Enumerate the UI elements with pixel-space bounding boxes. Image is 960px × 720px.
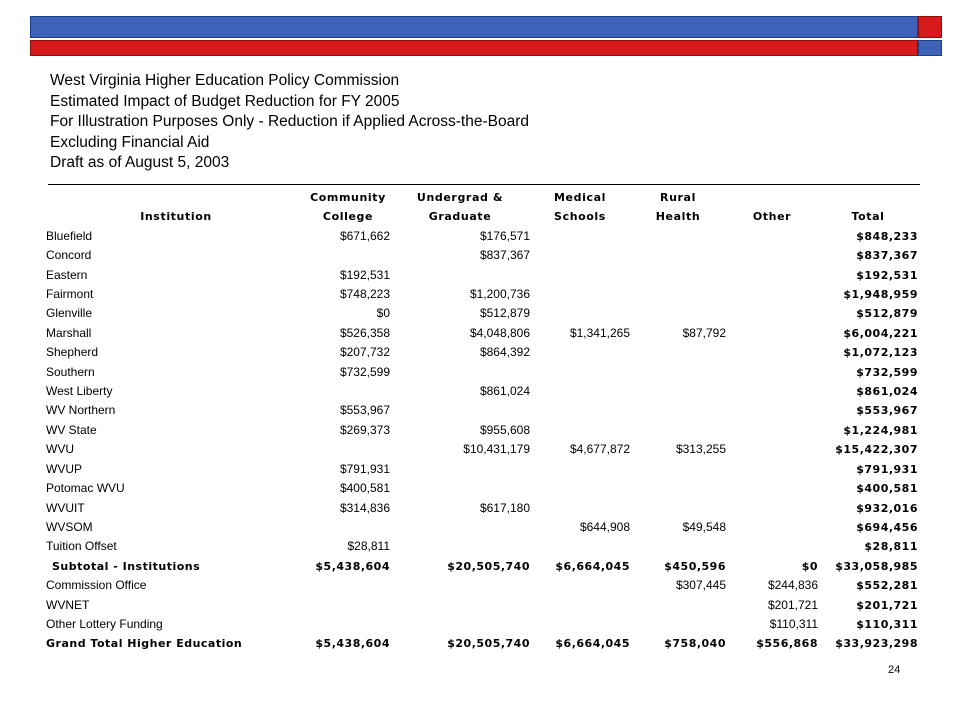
title-line-org: West Virginia Higher Education Policy Commission [50, 72, 400, 89]
cell-medical-schools: $644,908 [579, 519, 630, 534]
cell-total: $837,367 [856, 249, 918, 263]
cell-rural-health [630, 401, 726, 420]
row-label: West Liberty [46, 384, 113, 399]
cell-total: $1,224,981 [843, 423, 918, 437]
row-label: Subtotal - Institutions [52, 559, 201, 573]
row-label: Shepherd [46, 345, 99, 360]
header-row-top [46, 188, 918, 207]
cell-rural-health: $758,040 [664, 637, 726, 651]
cell-community-college: $732,599 [339, 364, 390, 379]
cell-medical-schools [530, 499, 630, 518]
table-row [46, 401, 918, 420]
cell-medical-schools: $1,341,265 [569, 325, 630, 340]
row-label: WV Northern [46, 403, 116, 418]
cell-community-college: $791,931 [339, 461, 390, 476]
row-label: Bluefield [46, 228, 93, 243]
cell-medical-schools [530, 246, 630, 265]
cell-other [726, 537, 818, 556]
cell-medical-schools [530, 382, 630, 401]
cell-total: $732,599 [856, 365, 918, 379]
cell-medical-schools [530, 596, 630, 615]
table-row [46, 246, 918, 265]
row-label: WVUIT [46, 500, 85, 515]
cell-undergrad-graduate: $1,200,736 [469, 287, 530, 302]
cell-rural-health [630, 266, 726, 285]
cell-community-college: $400,581 [339, 481, 390, 496]
cell-other [726, 343, 818, 362]
row-label: WVU [46, 442, 74, 457]
cell-other [726, 479, 818, 498]
row-label: WVUP [46, 461, 82, 476]
title-divider [48, 184, 920, 185]
cell-total: $512,879 [856, 307, 918, 321]
cell-community-college: $748,223 [339, 287, 390, 302]
cell-undergrad-graduate: $864,392 [479, 345, 530, 360]
cell-rural-health [630, 304, 726, 323]
cell-community-college [306, 615, 390, 634]
cell-rural-health: $450,596 [664, 559, 726, 573]
cell-medical-schools [530, 460, 630, 479]
table-row [46, 382, 918, 401]
cell-rural-health [630, 421, 726, 440]
col-header-undergrad-graduate-bottom: Graduate [428, 210, 492, 224]
col-header-community-college-bottom: College [322, 210, 374, 224]
row-label: Other Lottery Funding [46, 616, 163, 631]
title-line-draft-date: Draft as of August 5, 2003 [50, 154, 230, 171]
cell-rural-health: $307,445 [675, 578, 726, 593]
cell-rural-health [630, 596, 726, 615]
cell-undergrad-graduate [390, 460, 530, 479]
cell-undergrad-graduate: $10,431,179 [463, 442, 530, 457]
col-header-undergrad-graduate-top: Undergrad & [416, 191, 504, 204]
title-line-exclusion: Excluding Financial Aid [50, 133, 210, 151]
cell-other [726, 382, 818, 401]
cell-total: $192,531 [856, 268, 918, 282]
cell-total: $932,016 [856, 501, 918, 515]
cell-total: $552,281 [856, 579, 918, 593]
cell-undergrad-graduate [390, 266, 530, 285]
cell-total: $861,024 [856, 385, 918, 399]
cell-medical-schools [530, 615, 630, 634]
cell-total: $400,581 [856, 482, 918, 496]
col-header-rural-health-bottom: Health [655, 210, 701, 224]
cell-undergrad-graduate: $20,505,740 [447, 559, 530, 573]
cell-undergrad-graduate [390, 363, 530, 382]
cell-rural-health: $49,548 [682, 519, 726, 534]
cell-community-college: $0 [376, 306, 390, 321]
cell-community-college: $671,662 [339, 228, 390, 243]
cell-rural-health [630, 499, 726, 518]
table-row [46, 285, 918, 304]
table-row [46, 421, 918, 440]
cell-undergrad-graduate [390, 615, 530, 634]
cell-other: $244,836 [767, 578, 818, 593]
cell-medical-schools: $6,664,045 [555, 559, 630, 573]
row-label: Commission Office [46, 578, 147, 593]
cell-other [726, 246, 818, 265]
cell-rural-health [630, 227, 726, 246]
slide-number: 24 [888, 664, 901, 676]
cell-undergrad-graduate [390, 537, 530, 556]
cell-total: $33,923,298 [835, 637, 918, 651]
row-label: Fairmont [46, 287, 94, 302]
table-row [46, 343, 918, 362]
cell-community-college [306, 596, 390, 615]
cell-other [726, 518, 818, 537]
title-line-impact: Estimated Impact of Budget Reduction for FY 2005 [50, 92, 400, 110]
cell-medical-schools [530, 401, 630, 420]
cell-undergrad-graduate: $617,180 [479, 500, 530, 515]
budget-table [46, 188, 918, 654]
cell-medical-schools [530, 363, 630, 382]
table-row [46, 460, 918, 479]
header-red-square [918, 16, 942, 38]
cell-rural-health: $87,792 [682, 325, 726, 340]
col-header-total-bottom: Total [851, 210, 885, 224]
cell-rural-health [630, 285, 726, 304]
cell-medical-schools: $4,677,872 [569, 442, 630, 457]
cell-rural-health [630, 363, 726, 382]
col-header-rural-health-top: Rural [660, 191, 696, 204]
table-row [46, 324, 918, 343]
table-row [46, 499, 918, 518]
cell-undergrad-graduate [390, 479, 530, 498]
cell-total: $1,072,123 [843, 346, 918, 360]
cell-total: $791,931 [856, 462, 918, 476]
cell-community-college: $5,438,604 [315, 637, 390, 651]
header-row-bottom [46, 207, 918, 226]
cell-community-college: $269,373 [339, 422, 390, 437]
cell-medical-schools [530, 537, 630, 556]
cell-community-college: $314,836 [339, 500, 390, 515]
table-row [46, 363, 918, 382]
cell-community-college: $207,732 [339, 345, 390, 360]
header-blue-square [918, 40, 942, 56]
col-header-other-top [726, 188, 818, 207]
col-header-community-college-top: Community [310, 191, 386, 204]
row-label: Tuition Offset [46, 539, 117, 554]
cell-total: $1,948,959 [843, 288, 918, 302]
cell-other: $110,311 [769, 616, 818, 631]
cell-other [726, 324, 818, 343]
cell-rural-health [630, 479, 726, 498]
cell-undergrad-graduate: $20,505,740 [447, 637, 530, 651]
cell-community-college: $553,967 [339, 403, 390, 418]
cell-community-college [306, 382, 390, 401]
cell-rural-health [630, 615, 726, 634]
col-header-institution-top [46, 188, 306, 207]
col-header-total-top [818, 188, 918, 207]
cell-total: $28,811 [864, 540, 918, 554]
table-row [46, 266, 918, 285]
cell-medical-schools [530, 576, 630, 595]
cell-community-college: $28,811 [347, 539, 390, 554]
cell-rural-health [630, 246, 726, 265]
cell-rural-health [630, 537, 726, 556]
cell-rural-health [630, 343, 726, 362]
cell-undergrad-graduate [390, 518, 530, 537]
cell-rural-health [630, 382, 726, 401]
title-block [50, 71, 529, 174]
cell-community-college [306, 246, 390, 265]
cell-other: $0 [801, 559, 818, 573]
cell-undergrad-graduate [390, 401, 530, 420]
row-label: Grand Total Higher Education [46, 637, 243, 651]
cell-total: $33,058,985 [835, 559, 918, 573]
cell-undergrad-graduate: $837,367 [479, 248, 530, 263]
table-row [46, 479, 918, 498]
table-row [46, 518, 918, 537]
cell-other [726, 440, 818, 459]
col-header-other-bottom: Other [752, 210, 792, 224]
row-label: Potomac WVU [46, 481, 125, 496]
col-header-medical-schools-bottom: Schools [554, 210, 606, 224]
cell-undergrad-graduate: $861,024 [479, 384, 530, 399]
cell-community-college: $192,531 [339, 267, 390, 282]
row-label: Glenville [46, 306, 93, 321]
cell-other [726, 421, 818, 440]
cell-other [726, 266, 818, 285]
cell-rural-health [630, 460, 726, 479]
title-line-illustration: For Illustration Purposes Only - Reduction if Applied Across-the-Board [50, 113, 530, 130]
cell-rural-health: $313,255 [675, 442, 726, 457]
cell-other [726, 363, 818, 382]
cell-undergrad-graduate: $4,048,806 [469, 325, 530, 340]
cell-medical-schools [530, 479, 630, 498]
cell-undergrad-graduate: $512,879 [479, 306, 530, 321]
cell-community-college [306, 576, 390, 595]
cell-total: $553,967 [856, 404, 918, 418]
cell-other [726, 401, 818, 420]
col-header-institution-bottom: Institution [140, 210, 212, 224]
cell-medical-schools [530, 421, 630, 440]
col-header-medical-schools-top: Medical [554, 191, 606, 204]
table-row [46, 576, 918, 595]
cell-medical-schools [530, 266, 630, 285]
cell-community-college [306, 518, 390, 537]
header-blue-bar [30, 16, 918, 38]
table-row [46, 440, 918, 459]
cell-total: $694,456 [856, 520, 918, 534]
cell-undergrad-graduate: $955,608 [479, 422, 530, 437]
header-red-bar [30, 40, 918, 56]
row-label: WVNET [46, 597, 90, 612]
cell-community-college: $526,358 [339, 325, 390, 340]
table-row [46, 634, 918, 653]
cell-undergrad-graduate [390, 596, 530, 615]
cell-other [726, 227, 818, 246]
cell-total: $848,233 [856, 229, 918, 243]
cell-other: $556,868 [756, 637, 818, 651]
cell-total: $110,311 [856, 617, 918, 631]
table-row [46, 304, 918, 323]
cell-other [726, 285, 818, 304]
table-row [46, 596, 918, 615]
cell-medical-schools [530, 304, 630, 323]
row-label: Eastern [46, 267, 88, 282]
cell-other [726, 499, 818, 518]
cell-other [726, 460, 818, 479]
cell-medical-schools [530, 227, 630, 246]
cell-undergrad-graduate: $176,571 [479, 228, 530, 243]
table-row [46, 615, 918, 634]
cell-other: $201,721 [767, 597, 818, 612]
row-label: Concord [46, 248, 92, 263]
row-label: WVSOM [46, 519, 93, 534]
cell-medical-schools [530, 343, 630, 362]
table-row [46, 557, 918, 576]
cell-community-college [306, 440, 390, 459]
cell-total: $6,004,221 [843, 326, 918, 340]
cell-other [726, 304, 818, 323]
row-label: WV State [46, 422, 97, 437]
cell-total: $201,721 [856, 598, 918, 612]
row-label: Southern [46, 364, 95, 379]
table-row [46, 227, 918, 246]
cell-total: $15,422,307 [835, 443, 918, 457]
cell-community-college: $5,438,604 [315, 559, 390, 573]
row-label: Marshall [46, 325, 92, 340]
cell-undergrad-graduate [390, 576, 530, 595]
cell-medical-schools [530, 285, 630, 304]
cell-medical-schools: $6,664,045 [555, 637, 630, 651]
table-row [46, 537, 918, 556]
